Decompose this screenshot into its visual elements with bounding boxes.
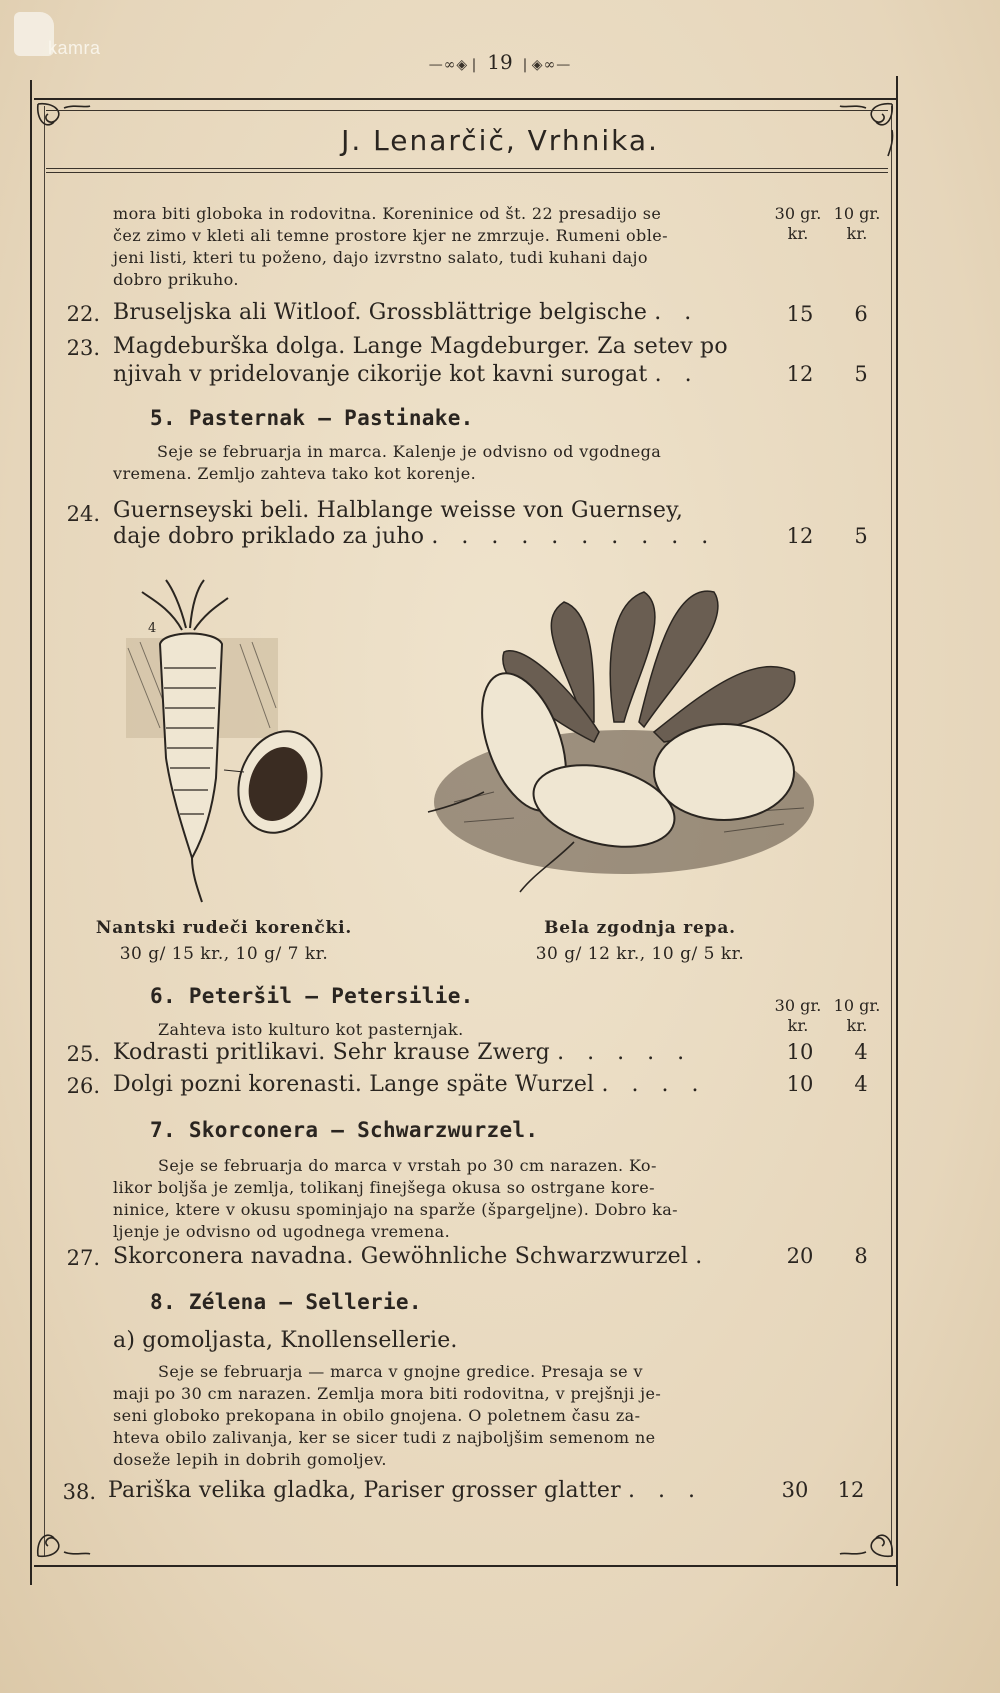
page-number-value: 19 (487, 50, 513, 74)
item-number: 23. (66, 336, 100, 360)
price-header-30g-unit: kr. (787, 1016, 809, 1035)
section-7-title: 7. Skorconera — Schwarzwurzel. (150, 1118, 539, 1142)
item-22-price-30g: 15 (786, 302, 814, 326)
watermark-text: kamra (48, 38, 101, 58)
item-25-text (113, 1040, 758, 1065)
item-24-line2 (113, 524, 758, 549)
item-24-price-10g: 5 (854, 524, 868, 548)
section-6-title: 6. Peteršil — Petersilie. (150, 984, 474, 1008)
section-7-text: Seje se februarja do marca v vrstah po 30 cm narazen. Ko- (158, 1156, 657, 1175)
intro-line: dobro prikuho. (113, 270, 239, 289)
item-38-line: Pariška velika gladka, Pariser grosser glatter (108, 1478, 621, 1503)
turnip-price: 30 g/ 12 kr., 10 g/ 5 kr. (535, 944, 745, 964)
section-8-subtitle: a) gomoljasta, Knollensellerie. (113, 1328, 458, 1353)
item-24-dots: . . . . . . . . . . (431, 524, 717, 549)
item-25-price-10g: 4 (854, 1040, 868, 1064)
item-24-line2-text: daje dobro priklado za juho (113, 524, 425, 549)
item-38-dots: . . . (628, 1478, 704, 1503)
price-header-30g (773, 996, 823, 1036)
section-6-text: Zahteva isto kulturo kot pasternjak. (158, 1020, 464, 1039)
ornament-right-icon: ❘◈∞— (519, 57, 572, 73)
item-25-line: Kodrasti pritlikavi. Sehr krause Zwerg (113, 1040, 550, 1065)
section-8-text: seni globoko prekopana in obilo gnojena. O poletnem času za- (113, 1406, 641, 1425)
item-27-dots: . (695, 1244, 711, 1269)
carrot-illustration (120, 578, 340, 908)
item-25-price-30g: 10 (786, 1040, 814, 1064)
turnip-caption: Bela zgodnja repa. (544, 918, 736, 938)
intro-line: jeni listi, kteri tu poženo, dajo izvrstno salato, tudi kuhani dajo (113, 248, 648, 267)
price-header-10g-top: 10 gr. (833, 996, 881, 1015)
item-23-line2-text: njivah v pridelovanje cikorije kot kavni surogat (113, 362, 648, 387)
item-27-price-30g: 20 (786, 1244, 814, 1268)
price-header-30g-unit: kr. (787, 224, 809, 243)
carrot-price: 30 g/ 15 kr., 10 g/ 7 kr. (119, 944, 329, 964)
price-header-10g-unit: kr. (846, 224, 868, 243)
section-7-text: ljenje je odvisno od ugodnega vremena. (113, 1222, 451, 1241)
item-number: 24. (66, 502, 100, 526)
price-header-10g-unit: kr. (846, 1016, 868, 1035)
item-27-price-10g: 8 (854, 1244, 868, 1268)
section-5-text: vremena. Zemljo zahteva tako kot korenje. (113, 464, 477, 483)
item-23-dots: . . (654, 362, 700, 387)
turnip-illustration (424, 562, 854, 902)
item-22-dots: . . (654, 300, 700, 325)
item-22-price-10g: 6 (854, 302, 868, 326)
price-header-10g (832, 204, 882, 244)
price-header-10g-top: 10 gr. (833, 204, 881, 223)
ornament-left-icon: —∞◈❘ (428, 57, 481, 73)
item-23-price-30g: 12 (786, 362, 814, 386)
price-header-30g-top: 30 gr. (774, 996, 822, 1015)
item-23-price-10g: 5 (854, 362, 868, 386)
item-number: 25. (66, 1042, 100, 1066)
item-38-price-30g: 30 (781, 1478, 809, 1502)
item-26-dots: . . . . (601, 1072, 707, 1097)
page-title: J. Lenarčič, Vrhnika. (341, 124, 659, 157)
item-22-text (113, 300, 758, 325)
carrot-caption: Nantski rudeči korenčki. (95, 918, 353, 938)
item-38-text (108, 1478, 753, 1503)
carrot-figure-label: 4 (148, 621, 157, 636)
price-header-30g (773, 204, 823, 244)
item-27-text (113, 1244, 758, 1269)
section-7-text: ninice, ktere v okusu spominjajo na sparže (špargeljne). Dobro ka- (113, 1200, 678, 1219)
section-8-text: Seje se februarja — marca v gnojne gredice. Presaja se v (158, 1362, 643, 1381)
section-8-text: maji po 30 cm narazen. Zemlja mora biti rodovitna, v prejšnji je- (113, 1384, 662, 1403)
section-8-text: hteva obilo zalivanja, ker se sicer tudi z najboljšim semenom ne (113, 1428, 656, 1447)
item-26-line: Dolgi pozni korenasti. Lange späte Wurzel (113, 1072, 595, 1097)
item-23-line1: Magdeburška dolga. Lange Magdeburger. Za setev po (113, 334, 728, 359)
price-header-10g (832, 996, 882, 1036)
item-number: 38. (62, 1480, 96, 1504)
item-26-price-30g: 10 (786, 1072, 814, 1096)
item-number: 26. (66, 1074, 100, 1098)
item-26-price-10g: 4 (854, 1072, 868, 1096)
item-27-line: Skorconera navadna. Gewöhnliche Schwarzwurzel (113, 1244, 689, 1269)
section-5-text: Seje se februarja in marca. Kalenje je odvisno od vgodnega (157, 442, 662, 461)
section-5-title: 5. Pasternak — Pastinake. (150, 406, 474, 430)
item-number: 27. (66, 1246, 100, 1270)
item-24-price-30g: 12 (786, 524, 814, 548)
section-8-text: doseže lepih in dobrih gomoljev. (113, 1450, 387, 1469)
section-7-text: likor boljša je zemlja, tolikanj finejšega okusa so ostrgane kore- (113, 1178, 655, 1197)
item-number: 22. (66, 302, 100, 326)
section-8-title: 8. Zélena — Sellerie. (150, 1290, 422, 1314)
item-24-line1: Guernseyski beli. Halblange weisse von Guernsey, (113, 498, 684, 523)
item-22-line: Bruseljska ali Witloof. Grossblättrige belgische (113, 300, 648, 325)
item-23-line2 (113, 362, 758, 387)
price-header-30g-top: 30 gr. (774, 204, 822, 223)
intro-line: čez zimo v kleti ali temne prostore kjer ne zmrzuje. Rumeni oble- (113, 226, 668, 245)
item-25-dots: . . . . . (557, 1040, 693, 1065)
intro-line: mora biti globoka in rodovitna. Koreninice od št. 22 presadijo se (113, 204, 662, 223)
item-26-text (113, 1072, 758, 1097)
item-38-price-10g: 12 (837, 1478, 865, 1502)
